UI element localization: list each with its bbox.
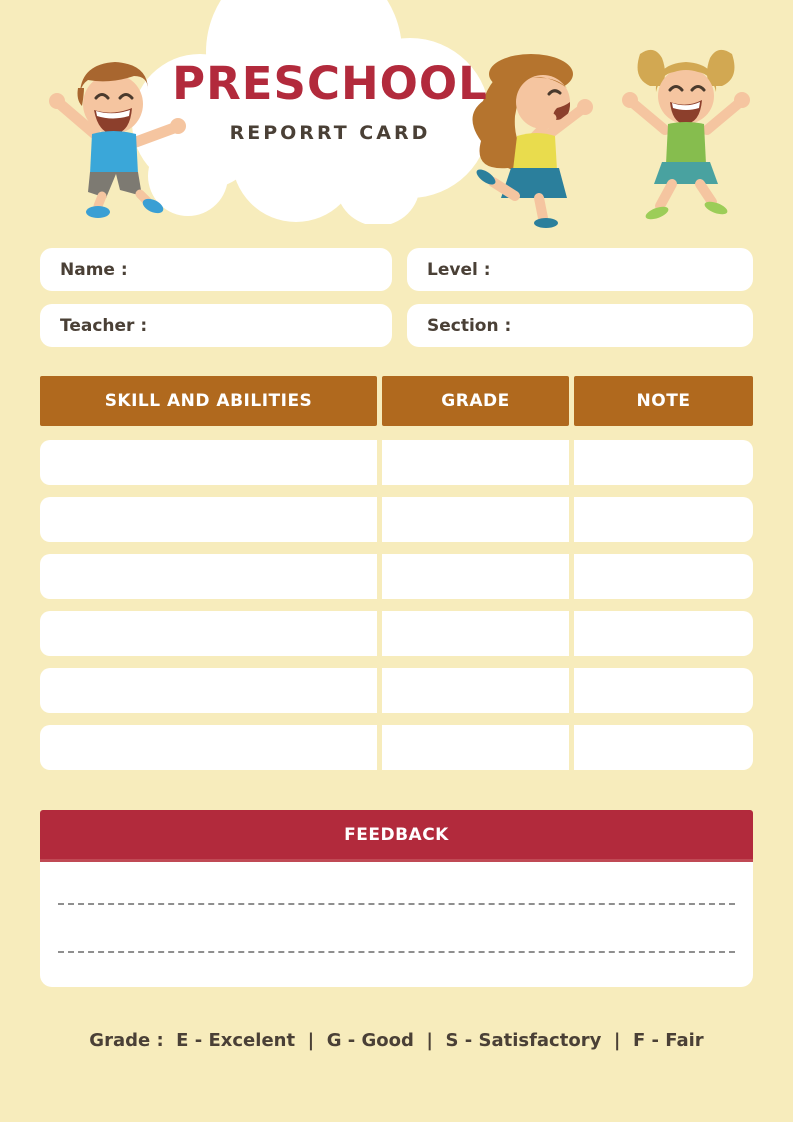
skill-cell[interactable] (40, 611, 377, 656)
column-header-grade: GRADE (382, 376, 569, 426)
grade-cell[interactable] (382, 554, 569, 599)
table-row (40, 725, 753, 770)
name-field[interactable] (40, 248, 392, 291)
skill-cell[interactable] (40, 440, 377, 485)
feedback-section (40, 810, 753, 987)
grade-cell[interactable] (382, 611, 569, 656)
table-body (40, 440, 753, 770)
student-info (40, 248, 753, 347)
feedback-writing-line[interactable] (58, 903, 735, 905)
table-row (40, 440, 753, 485)
title-block (163, 57, 497, 145)
teacher-label: Teacher : (60, 315, 148, 336)
note-cell[interactable] (574, 440, 753, 485)
grade-cell[interactable] (382, 497, 569, 542)
teacher-field[interactable] (40, 304, 392, 347)
level-field[interactable] (407, 248, 753, 291)
section-label: Section : (427, 315, 512, 336)
girl-pigtails-illustration (610, 42, 762, 224)
grade-legend: Grade : E - Excelent | G - Good | S - Satisfactory | F - Fair (89, 1030, 704, 1051)
feedback-writing-line[interactable] (58, 951, 735, 953)
note-cell[interactable] (574, 497, 753, 542)
table-row (40, 554, 753, 599)
skills-table (40, 376, 753, 770)
page-subtitle: REPORRT CARD (229, 122, 431, 145)
table-row (40, 611, 753, 656)
grade-cell[interactable] (382, 725, 569, 770)
header (0, 0, 793, 235)
note-cell[interactable] (574, 554, 753, 599)
note-cell[interactable] (574, 668, 753, 713)
grade-cell[interactable] (382, 668, 569, 713)
column-header-skills: SKILL AND ABILITIES (40, 376, 377, 426)
skill-cell[interactable] (40, 554, 377, 599)
note-cell[interactable] (574, 611, 753, 656)
skill-cell[interactable] (40, 668, 377, 713)
skill-cell[interactable] (40, 497, 377, 542)
section-field[interactable] (407, 304, 753, 347)
name-label: Name : (60, 259, 128, 280)
skill-cell[interactable] (40, 725, 377, 770)
table-header (40, 376, 753, 426)
grade-cell[interactable] (382, 440, 569, 485)
level-label: Level : (427, 259, 491, 280)
table-row (40, 497, 753, 542)
feedback-header: FEEDBACK (40, 810, 753, 862)
column-header-note: NOTE (574, 376, 753, 426)
note-cell[interactable] (574, 725, 753, 770)
page-title: PRESCHOOL (172, 57, 488, 110)
table-row (40, 668, 753, 713)
feedback-body[interactable] (40, 862, 753, 987)
